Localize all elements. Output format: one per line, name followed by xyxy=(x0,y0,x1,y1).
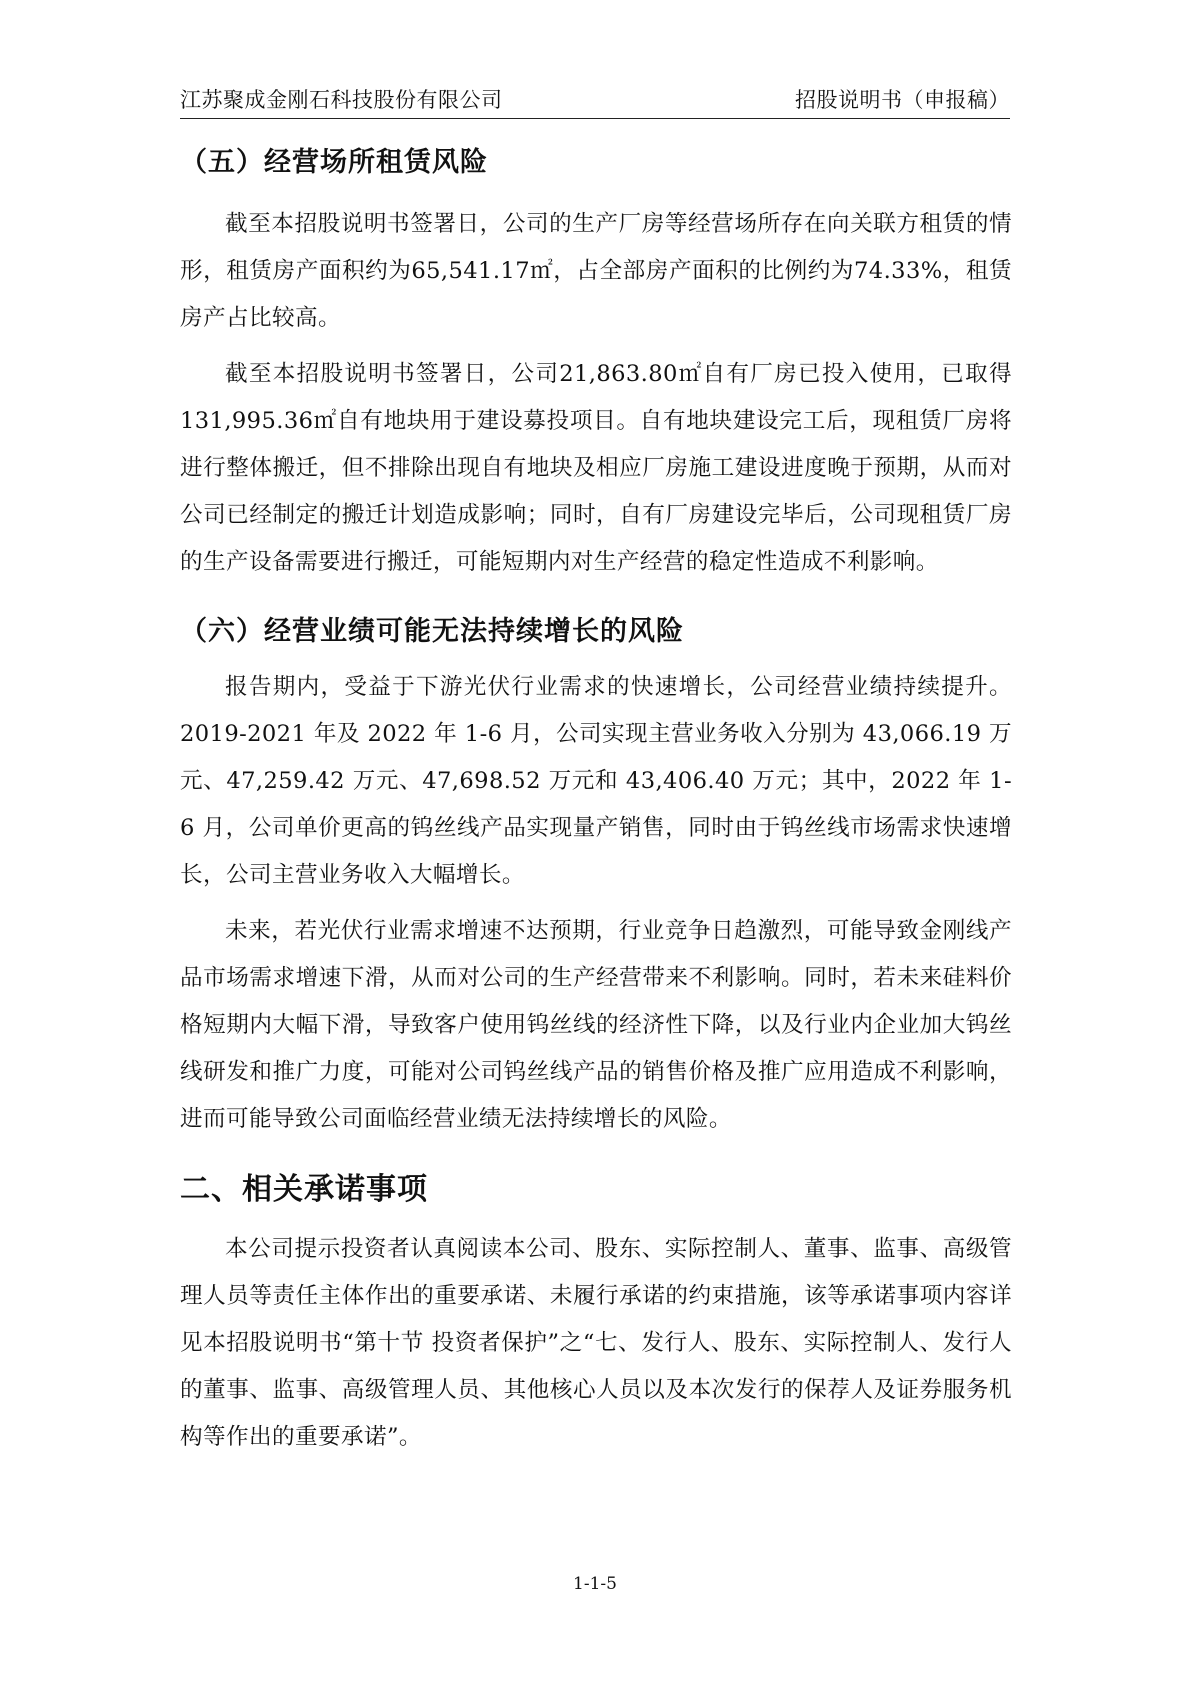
section-2-paragraph-1: 本公司提示投资者认真阅读本公司、股东、实际控制人、董事、监事、高级管理人员等责任主体作出的重要承诺、未履行承诺的约束措施，该等承诺事项内容详见本招股说明书“第十节 投资者保护”之“七、发行人、股东、实际控制人、发行人的董事、监事、高级管理人员、其他核心人员以及本次发行的保荐人及证券服务机构等作出的重要承诺”。 xyxy=(180,1236,1012,1450)
section-6-title: （六）经营业绩可能无法持续增长的风险 xyxy=(180,616,684,648)
section-2-title: 二、相关承诺事项 xyxy=(180,1172,428,1208)
page-content xyxy=(180,140,1012,1460)
section-5-title: （五）经营场所租赁风险 xyxy=(180,147,488,178)
section-6-paragraph-2: 未来，若光伏行业需求增速不达预期，行业竞争日趋激烈，可能导致金刚线产品市场需求增速下滑，从而对公司的生产经营带来不利影响。同时，若未来硅料价格短期内大幅下滑，导致客户使用钨丝线的经济性下降，以及行业内企业加大钨丝线研发和推广力度，可能对公司钨丝线产品的销售价格及推广应用造成不利影响，进而可能导致公司面临经营业绩无法持续增长的风险。 xyxy=(180,918,1012,1132)
section-5-paragraph-2: 截至本招股说明书签署日，公司21,863.80㎡自有厂房已投入使用，已取得131,995.36㎡自有地块用于建设募投项目。自有地块建设完工后，现租赁厂房将进行整体搬迁，但不排除出现自有地块及相应厂房施工建设进度晚于预期，从而对公司已经制定的搬迁计划造成影响；同时，自有厂房建设完毕后，公司现租赁厂房的生产设备需要进行搬迁，可能短期内对生产经营的稳定性造成不利影响。 xyxy=(180,361,1012,575)
page-header xyxy=(180,80,1010,119)
header-document-type: 招股说明书（申报稿） xyxy=(795,88,1010,112)
header-company-name: 江苏聚成金刚石科技股份有限公司 xyxy=(180,88,503,112)
page-number: 1-1-5 xyxy=(573,1574,617,1594)
section-5-paragraph-1: 截至本招股说明书签署日，公司的生产厂房等经营场所存在向关联方租赁的情形，租赁房产面积约为65,541.17㎡，占全部房产面积的比例约为74.33%，租赁房产占比较高。 xyxy=(180,211,1012,331)
section-6-paragraph-1: 报告期内，受益于下游光伏行业需求的快速增长，公司经营业绩持续提升。2019-2021 年及 2022 年 1-6 月，公司实现主营业务收入分别为 43,066.19 万元、47,259.42 万元、47,698.52 万元和 43,406.40 万元；其中，2022 年 1-6 月，公司单价更高的钨丝线产品实现量产销售，同时由于钨丝线市场需求快速增长，公司主营业务收入大幅增长。 xyxy=(180,674,1012,888)
